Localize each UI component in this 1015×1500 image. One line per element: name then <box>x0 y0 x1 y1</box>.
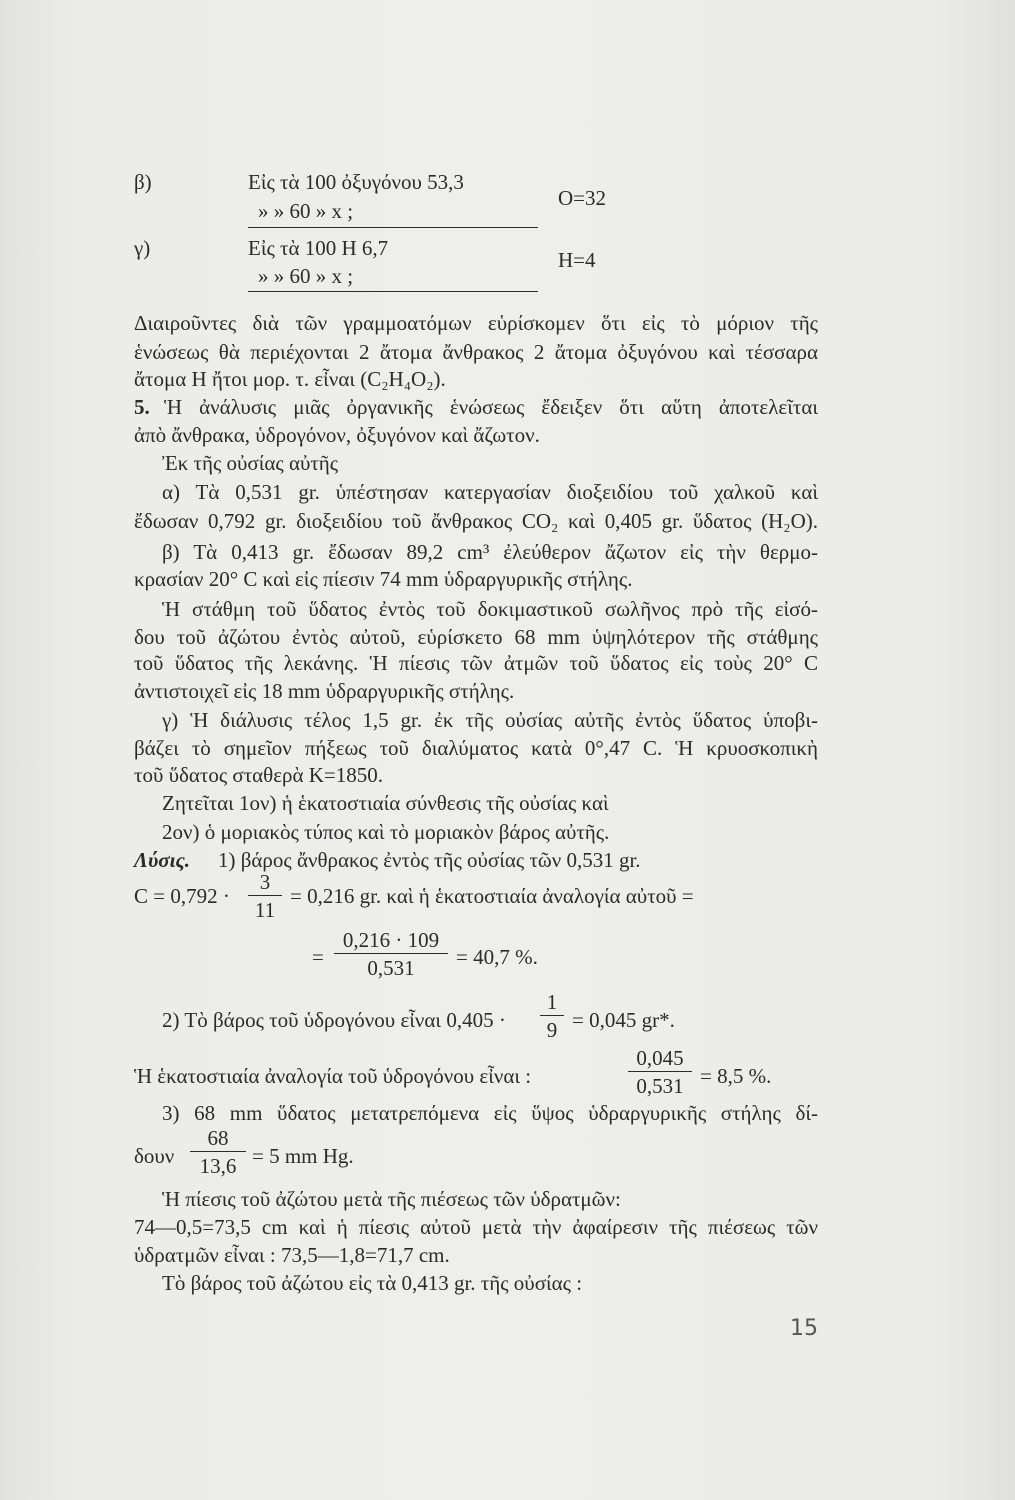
fraction-bar <box>628 1071 692 1072</box>
eq2-numerator: 0,216 · 109 <box>342 928 440 952</box>
hydrogen-denominator: 9 <box>546 1018 558 1042</box>
level-line2: δου τοῦ ἀζώτου ἐντὸς αὐτοῦ, εὑρίσκετο 68 mm ὑψηλότερον τῆς στάθμης <box>134 625 818 649</box>
gamma-constant: H=4 <box>558 248 596 272</box>
step3-fraction <box>190 1126 246 1178</box>
step3-numerator: 68 <box>207 1126 229 1150</box>
problem5-line1: Ἡ ἀνάλυσις μιᾶς ὀργανικῆς ἑνώσεως ἔδειξεν ὅτι αὕτη ἀποτελεῖται <box>164 395 818 419</box>
hydrogen-percent-text: Ἡ ἑκατοστιαία ἀναλογία τοῦ ὑδρογόνου εἶναι : <box>134 1064 532 1088</box>
fraction-bar <box>248 895 282 896</box>
pressure-line2: 74—0,5=73,5 cm καὶ ἡ πίεσις αὐτοῦ μετὰ τὴν ἀφαίρεσιν τῆς πιέσεως τῶν <box>134 1215 818 1239</box>
hydrogen-result: = 0,045 gr*. <box>572 1008 675 1032</box>
eq2-right: = 40,7 %. <box>456 945 538 969</box>
step3-denominator: 13,6 <box>199 1154 237 1178</box>
eq2-fraction <box>334 928 448 980</box>
gamma-rule <box>248 291 538 292</box>
beta-constant: O=32 <box>558 186 607 210</box>
gamma2-line3: τοῦ ὕδατος σταθερὰ K=1850. <box>134 763 384 787</box>
fraction-bar <box>334 953 448 954</box>
level-line3: τοῦ ὕδατος τῆς λεκάνης. Ἡ πίεσις τῶν ἀτμῶν τοῦ ὕδατος εἰς τοὺς 20° C <box>134 651 818 675</box>
eq1-left: C = 0,792 · <box>134 884 230 908</box>
beta2-line1: β) Τὰ 0,413 gr. ἔδωσαν 89,2 cm³ ἐλεύθερον ἄζωτον εἰς τὴν θερμο- <box>162 540 818 564</box>
eq1-denominator: 11 <box>254 898 276 922</box>
beta-label: β) <box>134 170 152 194</box>
problem5-line2: ἀπὸ ἄνθρακα, ὑδρογόνον, ὀξυγόνον καὶ ἄζωτον. <box>134 423 540 447</box>
problem5-line3: Ἐκ τῆς οὐσίας αὐτῆς <box>162 451 339 475</box>
pressure-line3: ὑδρατμῶν εἶναι : 73,5—1,8=71,7 cm. <box>134 1243 450 1267</box>
beta-rule <box>248 227 538 228</box>
hydrogen-percent-fraction <box>628 1046 692 1098</box>
nitrogen-weight-line: Τὸ βάρος τοῦ ἀζώτου εἰς τὰ 0,413 gr. τῆς οὐσίας : <box>162 1271 583 1295</box>
level-line4: ἀντιστοιχεῖ εἰς 18 mm ὑδραργυρικῆς στήλης. <box>134 679 515 703</box>
gamma2-line2: βάζει τὸ σημεῖον πήξεως τοῦ διαλύματος κατὰ 0°,47 C. Ἡ κρυοσκοπικὴ <box>134 736 818 760</box>
step3-result: = 5 mm Hg. <box>252 1144 354 1168</box>
beta-row-2: » » 60 » x ; <box>258 199 354 223</box>
gamma-row-2: » » 60 » x ; <box>258 264 354 288</box>
level-line1: Ἡ στάθμη τοῦ ὕδατος ἐντὸς τοῦ δοκιμαστικοῦ σωλῆνος πρὸ τῆς εἰσό- <box>162 597 818 621</box>
hydrogen-percent-denominator: 0,531 <box>636 1074 684 1098</box>
solution-label: Λύσις. <box>134 848 191 872</box>
para1-line1: Διαιροῦντες διὰ τῶν γραμμοατόμων εὑρίσκομεν ὅτι εἰς τὸ μόριον τῆς <box>134 311 818 335</box>
pressure-line1: Ἡ πίεσις τοῦ ἀζώτου μετὰ τῆς πιέσεως τῶν ὑδρατμῶν: <box>162 1187 621 1211</box>
hydrogen-weight: 2) Τὸ βάρος τοῦ ὑδρογόνου εἶναι 0,405 · <box>162 1008 506 1032</box>
fraction-bar <box>540 1015 564 1016</box>
gamma-row-1: Εἰς τὰ 100 H 6,7 <box>248 236 389 260</box>
eq2-denominator: 0,531 <box>367 956 415 980</box>
solution-step1: 1) βάρος ἄνθρακος ἐντὸς τῆς οὐσίας τῶν 0,531 gr. <box>218 848 641 872</box>
hydrogen-fraction <box>540 990 564 1042</box>
eq1-right: = 0,216 gr. καὶ ἡ ἑκατοστιαία ἀναλογία αὐτοῦ = <box>290 884 694 908</box>
alpha-line2: ἔδωσαν 0,792 gr. διοξειδίου τοῦ ἄνθρακος CO₂ καὶ 0,405 gr. ὕδατος (H₂O). <box>134 509 818 533</box>
eq1-numerator: 3 <box>259 870 271 894</box>
hydrogen-percent-result: = 8,5 %. <box>700 1064 772 1088</box>
para1-line2: ἑνώσεως θὰ περιέχονται 2 ἄτομα ἄνθρακος 2 ἄτομα ὀξυγόνου καὶ τέσσαρα <box>134 340 818 364</box>
hydrogen-numerator: 1 <box>546 990 558 1014</box>
page-number: 15 <box>790 1316 818 1341</box>
question-2: 2ον) ὁ μοριακὸς τύπος καὶ τὸ μοριακὸν βάρος αὐτῆς. <box>162 820 610 844</box>
fraction-bar <box>190 1151 246 1152</box>
problem-number: 5. <box>134 395 150 419</box>
eq1-fraction <box>248 870 282 922</box>
gamma-label: γ) <box>134 236 151 260</box>
hydrogen-percent-numerator: 0,045 <box>636 1046 684 1070</box>
beta2-line2: κρασίαν 20° C καὶ εἰς πίεσιν 74 mm ὑδραργυρικῆς στήλης. <box>134 567 633 591</box>
question-1: Ζητεῖται 1ον) ἡ ἑκατοστιαία σύνθεσις τῆς οὐσίας καὶ <box>162 791 609 815</box>
eq2-left: = <box>312 945 324 969</box>
alpha-line1: α) Τὰ 0,531 gr. ὑπέστησαν κατεργασίαν διοξειδίου τοῦ χαλκοῦ καὶ <box>162 480 818 504</box>
beta-row-1: Εἰς τὰ 100 ὀξυγόνου 53,3 <box>248 170 464 194</box>
step3-line1: 3) 68 mm ὕδατος μετατρεπόμενα εἰς ὕψος ὑδραργυρικῆς στήλης δί- <box>162 1101 818 1125</box>
para1-line3: ἄτομα H ἤτοι μορ. τ. εἶναι (C₂H₄O₂). <box>134 367 446 391</box>
gamma2-line1: γ) Ἡ διάλυσις τέλος 1,5 gr. ἐκ τῆς οὐσίας αὐτῆς ἐντὸς ὕδατος ὑποβι- <box>162 708 818 732</box>
step3-left: δουν <box>134 1144 175 1168</box>
